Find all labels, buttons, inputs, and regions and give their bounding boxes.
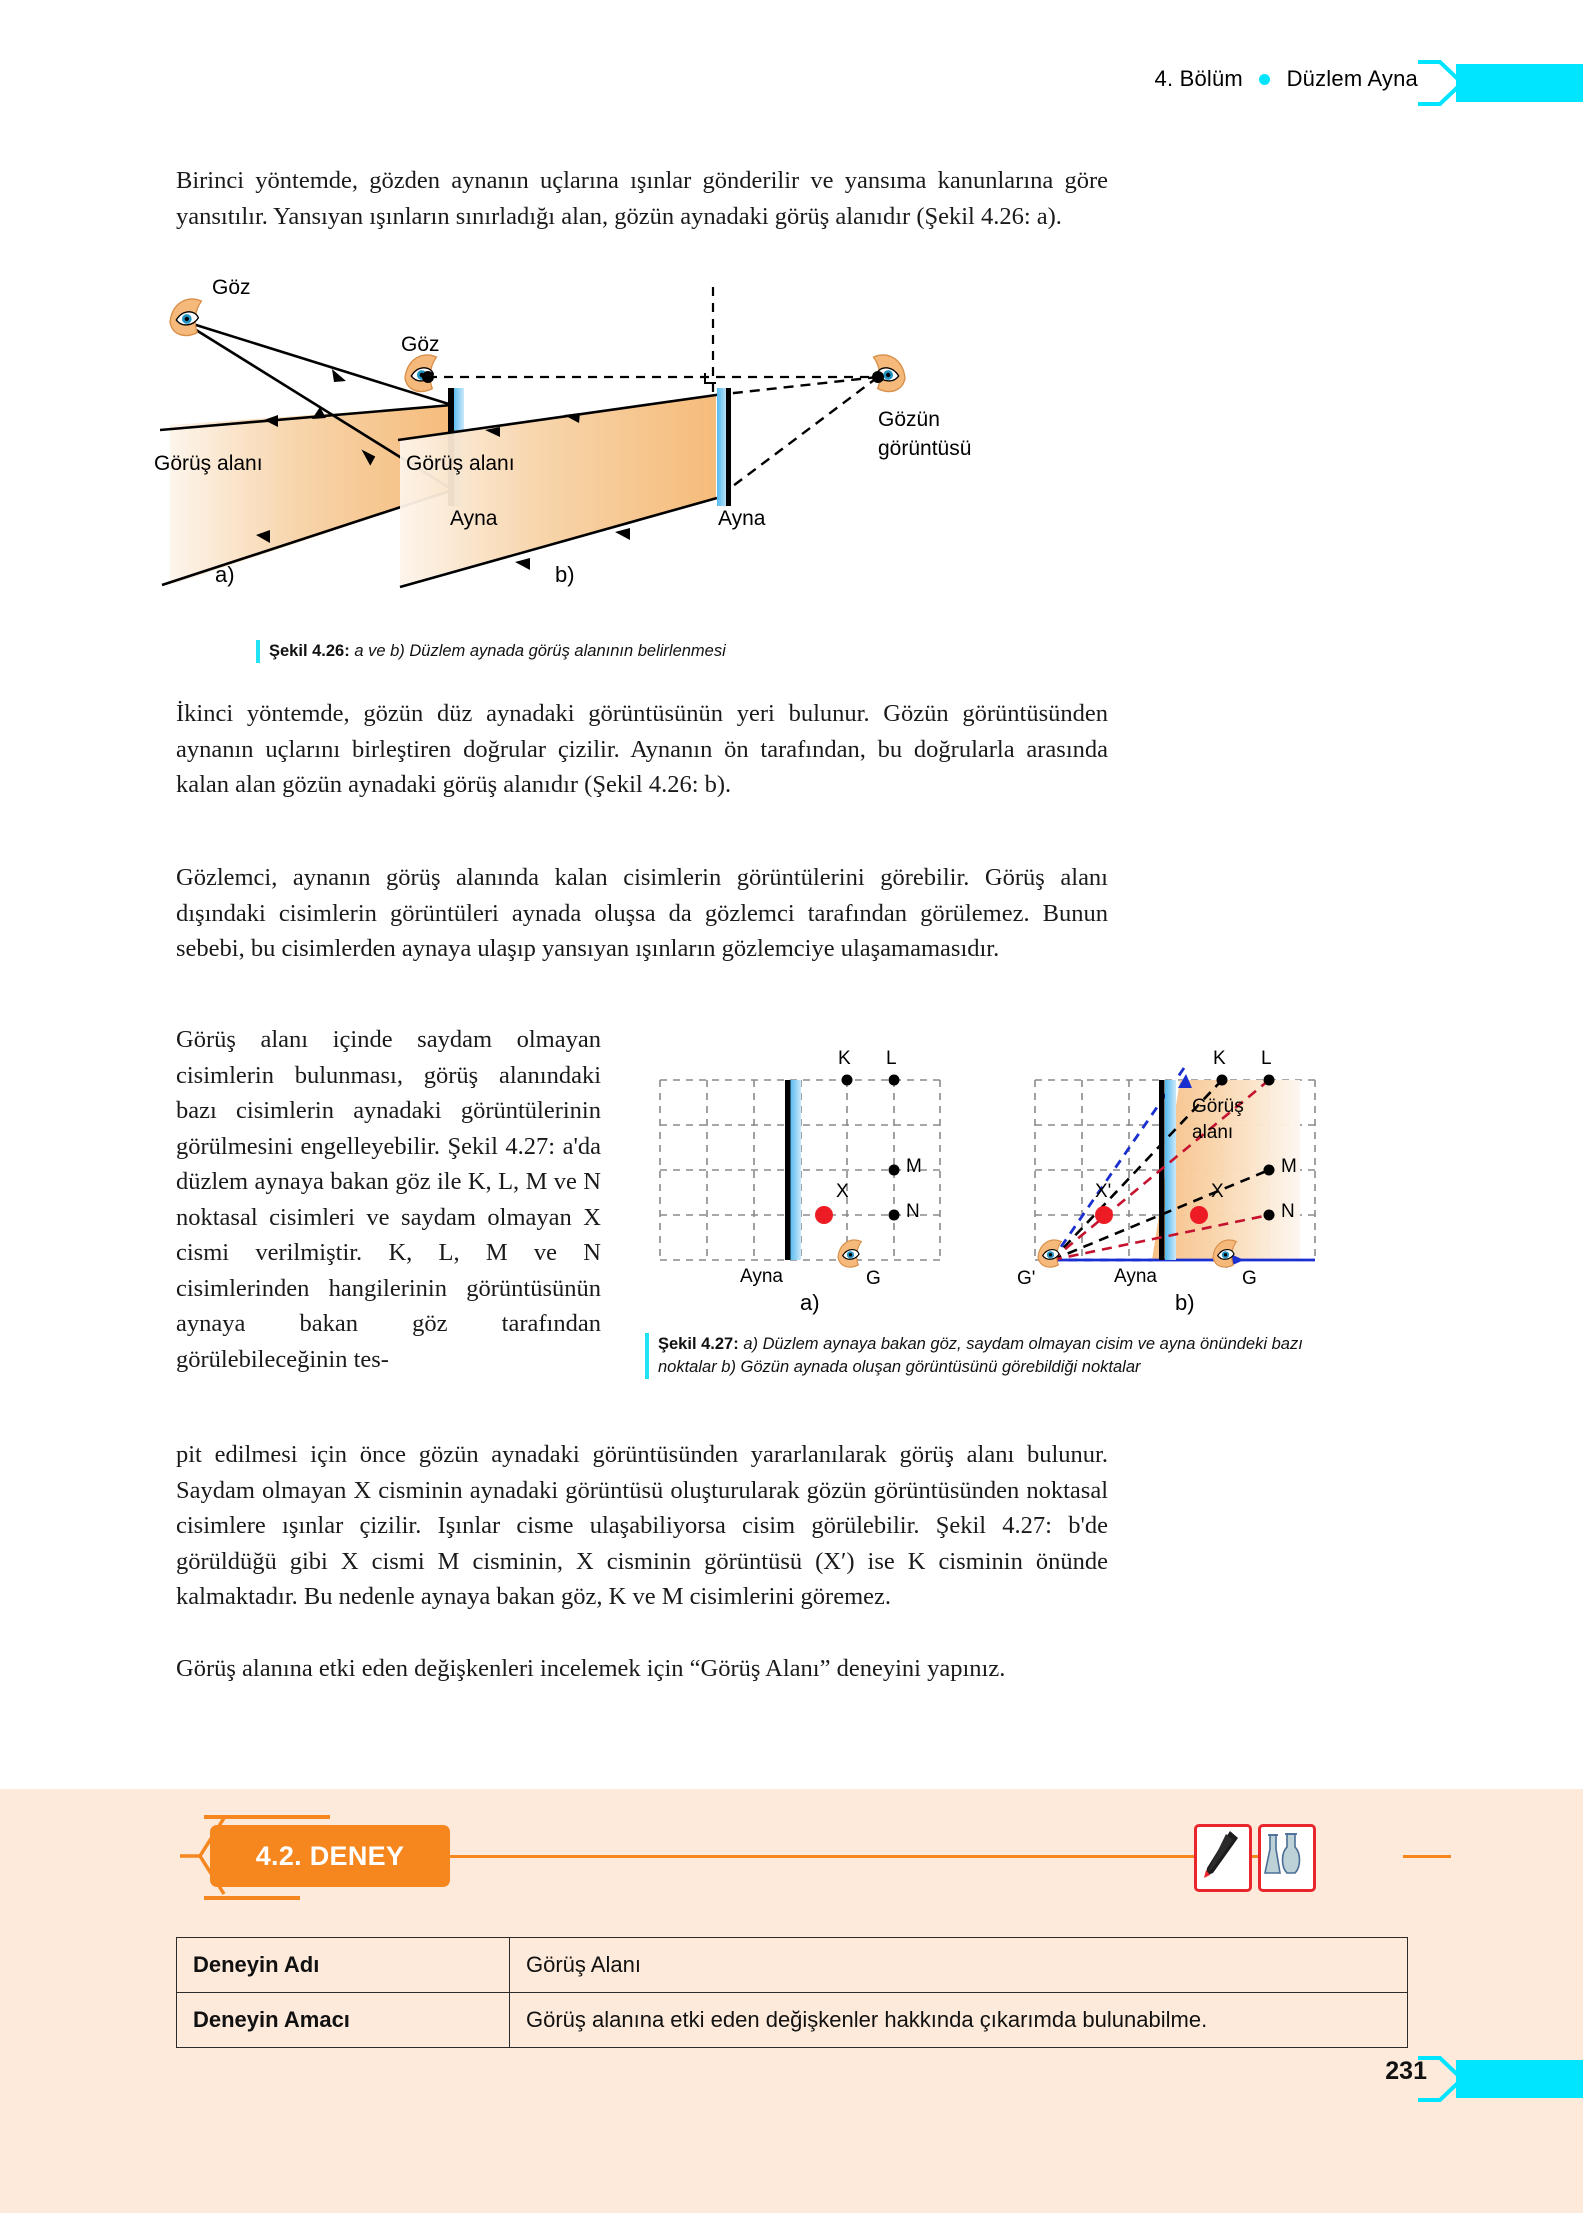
header-title: Düzlem Ayna — [1286, 66, 1418, 91]
experiment-tag — [210, 1825, 450, 1887]
fig427a-point-m: M — [906, 1156, 922, 1177]
fig427a-mirror-label: Ayna — [740, 1266, 783, 1287]
fig426a-eye-label: Göz — [212, 276, 251, 299]
figure-426-caption-label: Şekil 4.26: — [269, 642, 350, 660]
page-number: 231 — [1385, 2057, 1427, 2085]
flasks-icon-box — [1258, 1824, 1316, 1892]
figure-426-caption-text: a ve b) Düzlem aynada görüş alanının belirlenmesi — [349, 642, 726, 660]
paragraph-1: Birinci yöntemde, gözden aynanın uçlarına ışınlar gönderilir ve yansıma kanunlarına göre yansıtılır. Yansıyan ışınların sınırladığı alan, gözün aynadaki görüş alanıdır (Şekil 4.26: a). — [176, 167, 1108, 230]
fig427b-point-n: N — [1281, 1201, 1295, 1222]
fig427b-object-x: X — [1211, 1181, 1224, 1202]
paragraph-5: Görüş alanına etki eden değişkenleri incelemek için “Görüş Alanı” deneyini yapınız. — [176, 1655, 1006, 1682]
header-accent-arrow — [1418, 58, 1583, 108]
experiment-tick-top — [204, 1815, 330, 1819]
footer-accent-arrow — [1418, 2055, 1583, 2103]
figure-427 — [640, 1018, 1370, 1315]
fig426b-eye-label: Göz — [401, 333, 440, 356]
fig426a-mirror-label: Ayna — [450, 507, 498, 530]
header-breadcrumb — [1155, 66, 1418, 92]
experiment-tick-bottom — [204, 1896, 300, 1900]
table-row — [177, 1938, 1408, 1993]
figure-427-caption — [645, 1333, 1355, 1379]
paragraph-4-continued: pit edilmesi için önce gözün aynadaki görüntüsünden yararlanılarak görüş alanı bulunur. Saydam olmayan X cisminin aynadaki görüntüsü oluşturularak gözün görüntüsünden noktasal cisimlere ışınlar çizilir. Işınlar cisme ulaşabiliyorsa cisim görülebilir. Şekil 4.27: b'de görüldüğü gibi X cismi M cisminin, X cisminin görüntüsü (X′) ise K cisminin önünde kalmaktadır. Bu nedenle aynaya bakan göz, K ve M cisimlerini göremez. — [176, 1441, 1108, 1610]
flasks-icon — [1261, 1827, 1307, 1883]
table-cell-value: Görüş Alanı — [510, 1938, 1408, 1993]
fig426a-region-label: Görüş alanı — [154, 452, 263, 475]
fig427a-point-k: K — [838, 1048, 851, 1069]
figure-426-svg — [160, 285, 1160, 615]
fig427b-region-label-2: alanı — [1192, 1122, 1234, 1143]
fig427b-mirror-label: Ayna — [1114, 1266, 1157, 1287]
page-footer — [0, 2041, 1583, 2111]
paragraph-4-column: Görüş alanı içinde saydam olmayan cisimlerin bulunması, görüş alanındaki bazı cisimlerin aynadaki görüntülerinin görülmesini engelleyebilir. Şekil 4.27: a'da düzlem aynaya bakan göz ile K, L, M ve N noktasal cisimleri ve saydam olmayan X cismi verilmiştir. K, L, M ve N cisimlerinden hangilerinin görüntüsünün aynaya bakan göz tarafından görülebileceğinin tes- — [176, 1026, 601, 1373]
figure-426-caption — [256, 640, 1156, 663]
table-row — [177, 1993, 1408, 2048]
experiment-rule — [450, 1855, 1290, 1858]
fig426b-region-label: Görüş alanı — [406, 452, 515, 475]
fig427a-sublabel: a) — [800, 1290, 820, 1315]
fig426b-sublabel: b) — [555, 562, 575, 587]
fig427a-eye-label: G — [866, 1268, 881, 1289]
fig427b-eye-image-label: G' — [1017, 1268, 1036, 1289]
fig427b-point-m: M — [1281, 1156, 1297, 1177]
pen-icon-box — [1194, 1824, 1252, 1892]
fig426a-sublabel: a) — [215, 562, 235, 587]
experiment-tag-label: 4.2. DENEY — [255, 1840, 405, 1871]
table-cell-value: Görüş alanına etki eden değişkenler hakkında çıkarımda bulunabilme. — [510, 1993, 1408, 2048]
fig426b-image-label-1: Gözün — [878, 408, 940, 431]
experiment-table — [176, 1937, 1408, 2048]
fig427b-eye-label: G — [1242, 1268, 1257, 1289]
fig427b-sublabel: b) — [1175, 1290, 1195, 1315]
figure-426 — [154, 276, 1160, 615]
experiment-rule-right — [1403, 1855, 1451, 1858]
fig427b-object-image-x: X' — [1095, 1181, 1112, 1202]
fig427b-point-l: L — [1261, 1048, 1272, 1069]
fig427b-point-k: K — [1213, 1048, 1226, 1069]
bullet-icon — [1259, 74, 1270, 85]
figure-427-caption-text: a) Düzlem aynaya bakan göz, saydam olmayan cisim ve ayna önündeki bazı noktalar b) Gözün aynada oluşan görüntüsünü görebildiği noktalar — [658, 1335, 1303, 1376]
fig426b-mirror-label: Ayna — [718, 507, 766, 530]
fig427a-point-n: N — [906, 1201, 920, 1222]
figure-427-caption-label: Şekil 4.27: — [658, 1335, 739, 1353]
table-cell-key: Deneyin Amacı — [177, 1993, 510, 2048]
fig427a-point-l: L — [886, 1048, 897, 1069]
fig427b-region-label-1: Görüş — [1192, 1096, 1244, 1117]
fig427a-object-x: X — [836, 1181, 849, 1202]
page-header — [0, 56, 1583, 112]
paragraph-3: Gözlemci, aynanın görüş alanında kalan cisimlerin görüntülerini görebilir. Görüş alanı dışındaki cisimlerin görüntüleri aynada oluşsa da gözlemci tarafından görülemez. Bunun sebebi, bu cisimlerden aynaya ulaşıp yansıyan ışınların gözlemciye ulaşamamasıdır. — [176, 864, 1108, 962]
fig426b-image-label-2: görüntüsü — [878, 437, 972, 460]
table-cell-key: Deneyin Adı — [177, 1938, 510, 1993]
header-chapter: 4. Bölüm — [1154, 66, 1243, 91]
paragraph-2: İkinci yöntemde, gözün düz aynadaki görüntüsünün yeri bulunur. Gözün görüntüsünden aynanın uçlarını birleştiren doğrular çizilir. Aynanın ön tarafından, bu doğrularla arasında kalan alan gözün aynadaki görüş alanıdır (Şekil 4.26: b). — [176, 700, 1108, 798]
pen-icon — [1197, 1827, 1243, 1883]
